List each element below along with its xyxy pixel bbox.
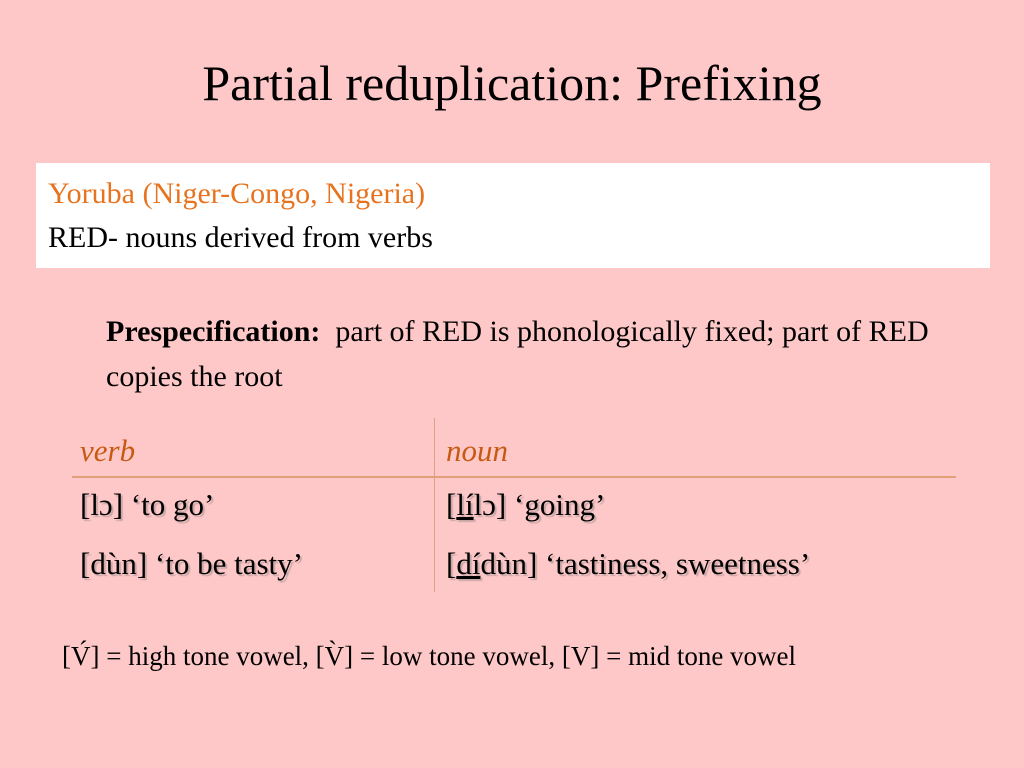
verb-cell: [dùn] ‘to be tasty’ <box>80 546 303 581</box>
language-description: RED- nouns derived from verbs <box>48 221 433 254</box>
noun-reduplicant: lí <box>456 487 474 522</box>
noun-reduplicant: dí <box>456 546 481 581</box>
prespecification-text: part of RED is phonologically fixed; part of RED copies the root <box>106 315 937 393</box>
header-noun: noun <box>446 433 508 468</box>
reduplication-table <box>72 418 956 592</box>
noun-bracket: [ <box>446 487 457 522</box>
header-verb: verb <box>80 433 136 468</box>
noun-root-gloss: dùn] ‘tastiness, sweetness’ <box>480 546 811 581</box>
language-name: Yoruba (Niger-Congo, Nigeria) <box>48 177 426 210</box>
column-divider <box>434 418 435 592</box>
noun-bracket: [ <box>446 546 457 581</box>
noun-cell <box>446 486 605 524</box>
verb-cell: [lɔ] ‘to go’ <box>80 487 215 522</box>
slide-title: Partial reduplication: Prefixing <box>202 55 822 111</box>
prespecification-label: Prespecification: <box>106 315 321 348</box>
noun-cell <box>446 545 810 583</box>
noun-root-gloss: lɔ] ‘going’ <box>473 487 606 522</box>
tone-footnote: [V́] = high tone vowel, [V̀] = low tone vowel, [V] = mid tone vowel <box>62 641 797 671</box>
prespecification-note <box>106 309 966 399</box>
language-info-box <box>36 163 990 268</box>
header-rule <box>72 476 956 478</box>
